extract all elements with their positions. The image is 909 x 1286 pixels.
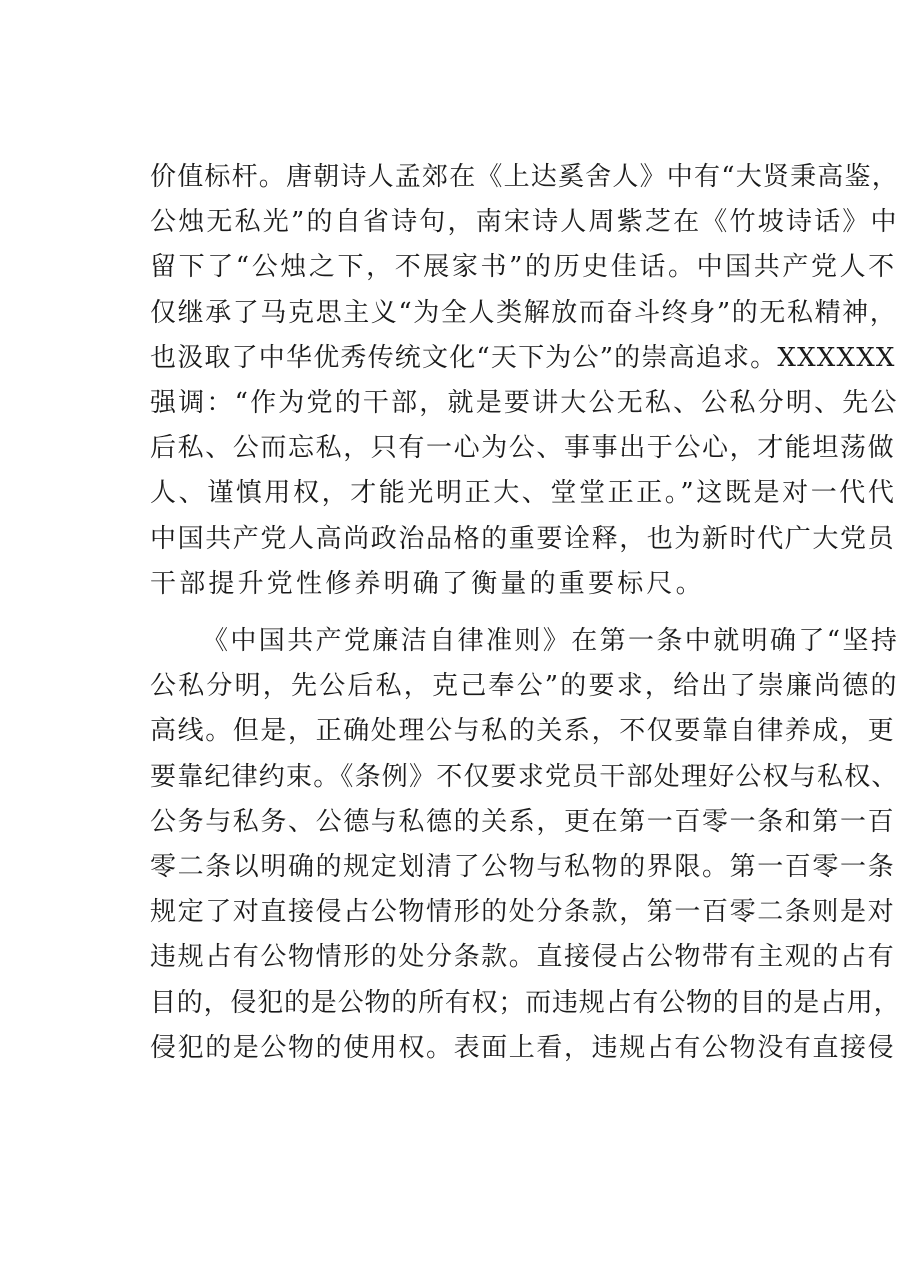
text-line: 中国共产党人高尚政治品格的重要诠释，也为新时代广大党员	[150, 523, 896, 554]
text-line: 强调：“作为党的干部，就是要讲大公无私、公私分明、先公	[150, 388, 899, 418]
text-line: 要靠纪律约束。《条例》不仅要求党员干部处理好公权与私权、	[150, 761, 899, 792]
text-line: 目的，侵犯的是公物的所有权；而违规占有公物的目的是占用，	[150, 987, 901, 1018]
text-line: 也汲取了中华优秀传统文化“天下为公”的崇高追求。XXXXXX	[150, 342, 896, 373]
text-line: 公烛无私光”的自省诗句，南宋诗人周紫芝在《竹坡诗话》中	[150, 207, 899, 238]
text-line: 规定了对直接侵占公物情形的处分条款，第一百零二条则是对	[150, 897, 896, 928]
text-line: 仅继承了马克思主义“为全人类解放而奋斗终身”的无私精神，	[150, 297, 898, 328]
text-line: 高线。但是，正确处理公与私的关系，不仅要靠自律养成，更	[150, 716, 896, 747]
text-line: 后私、公而忘私，只有一心为公、事事出于公心，才能坦荡做	[150, 433, 896, 464]
text-line: 公私分明，先公后私，克己奉公”的要求，给出了崇廉尚德的	[150, 671, 899, 702]
text-line: 违规占有公物情形的处分条款。直接侵占公物带有主观的占有	[150, 942, 896, 973]
text-line: 人、谨慎用权，才能光明正大、堂堂正正。”这既是对一代代	[150, 478, 897, 509]
text-line: 零二条以明确的规定划清了公物与私物的界限。第一百零一条	[150, 852, 896, 882]
text-line: 价值标杆。唐朝诗人孟郊在《上达奚舍人》中有“大贤秉高鉴，	[150, 162, 899, 192]
text-line: 留下了“公烛之下，不展家书”的历史佳话。中国共产党人不	[150, 252, 897, 283]
text-line: 干部提升党性修养明确了衡量的重要标尺。	[150, 568, 705, 599]
text-line: 侵犯的是公物的使用权。表面上看，违规占有公物没有直接侵	[150, 1032, 896, 1063]
text-line: 《中国共产党廉洁自律准则》在第一条中就明确了“坚持	[202, 626, 900, 656]
text-line: 公务与私务、公德与私德的关系，更在第一百零一条和第一百	[150, 806, 896, 837]
